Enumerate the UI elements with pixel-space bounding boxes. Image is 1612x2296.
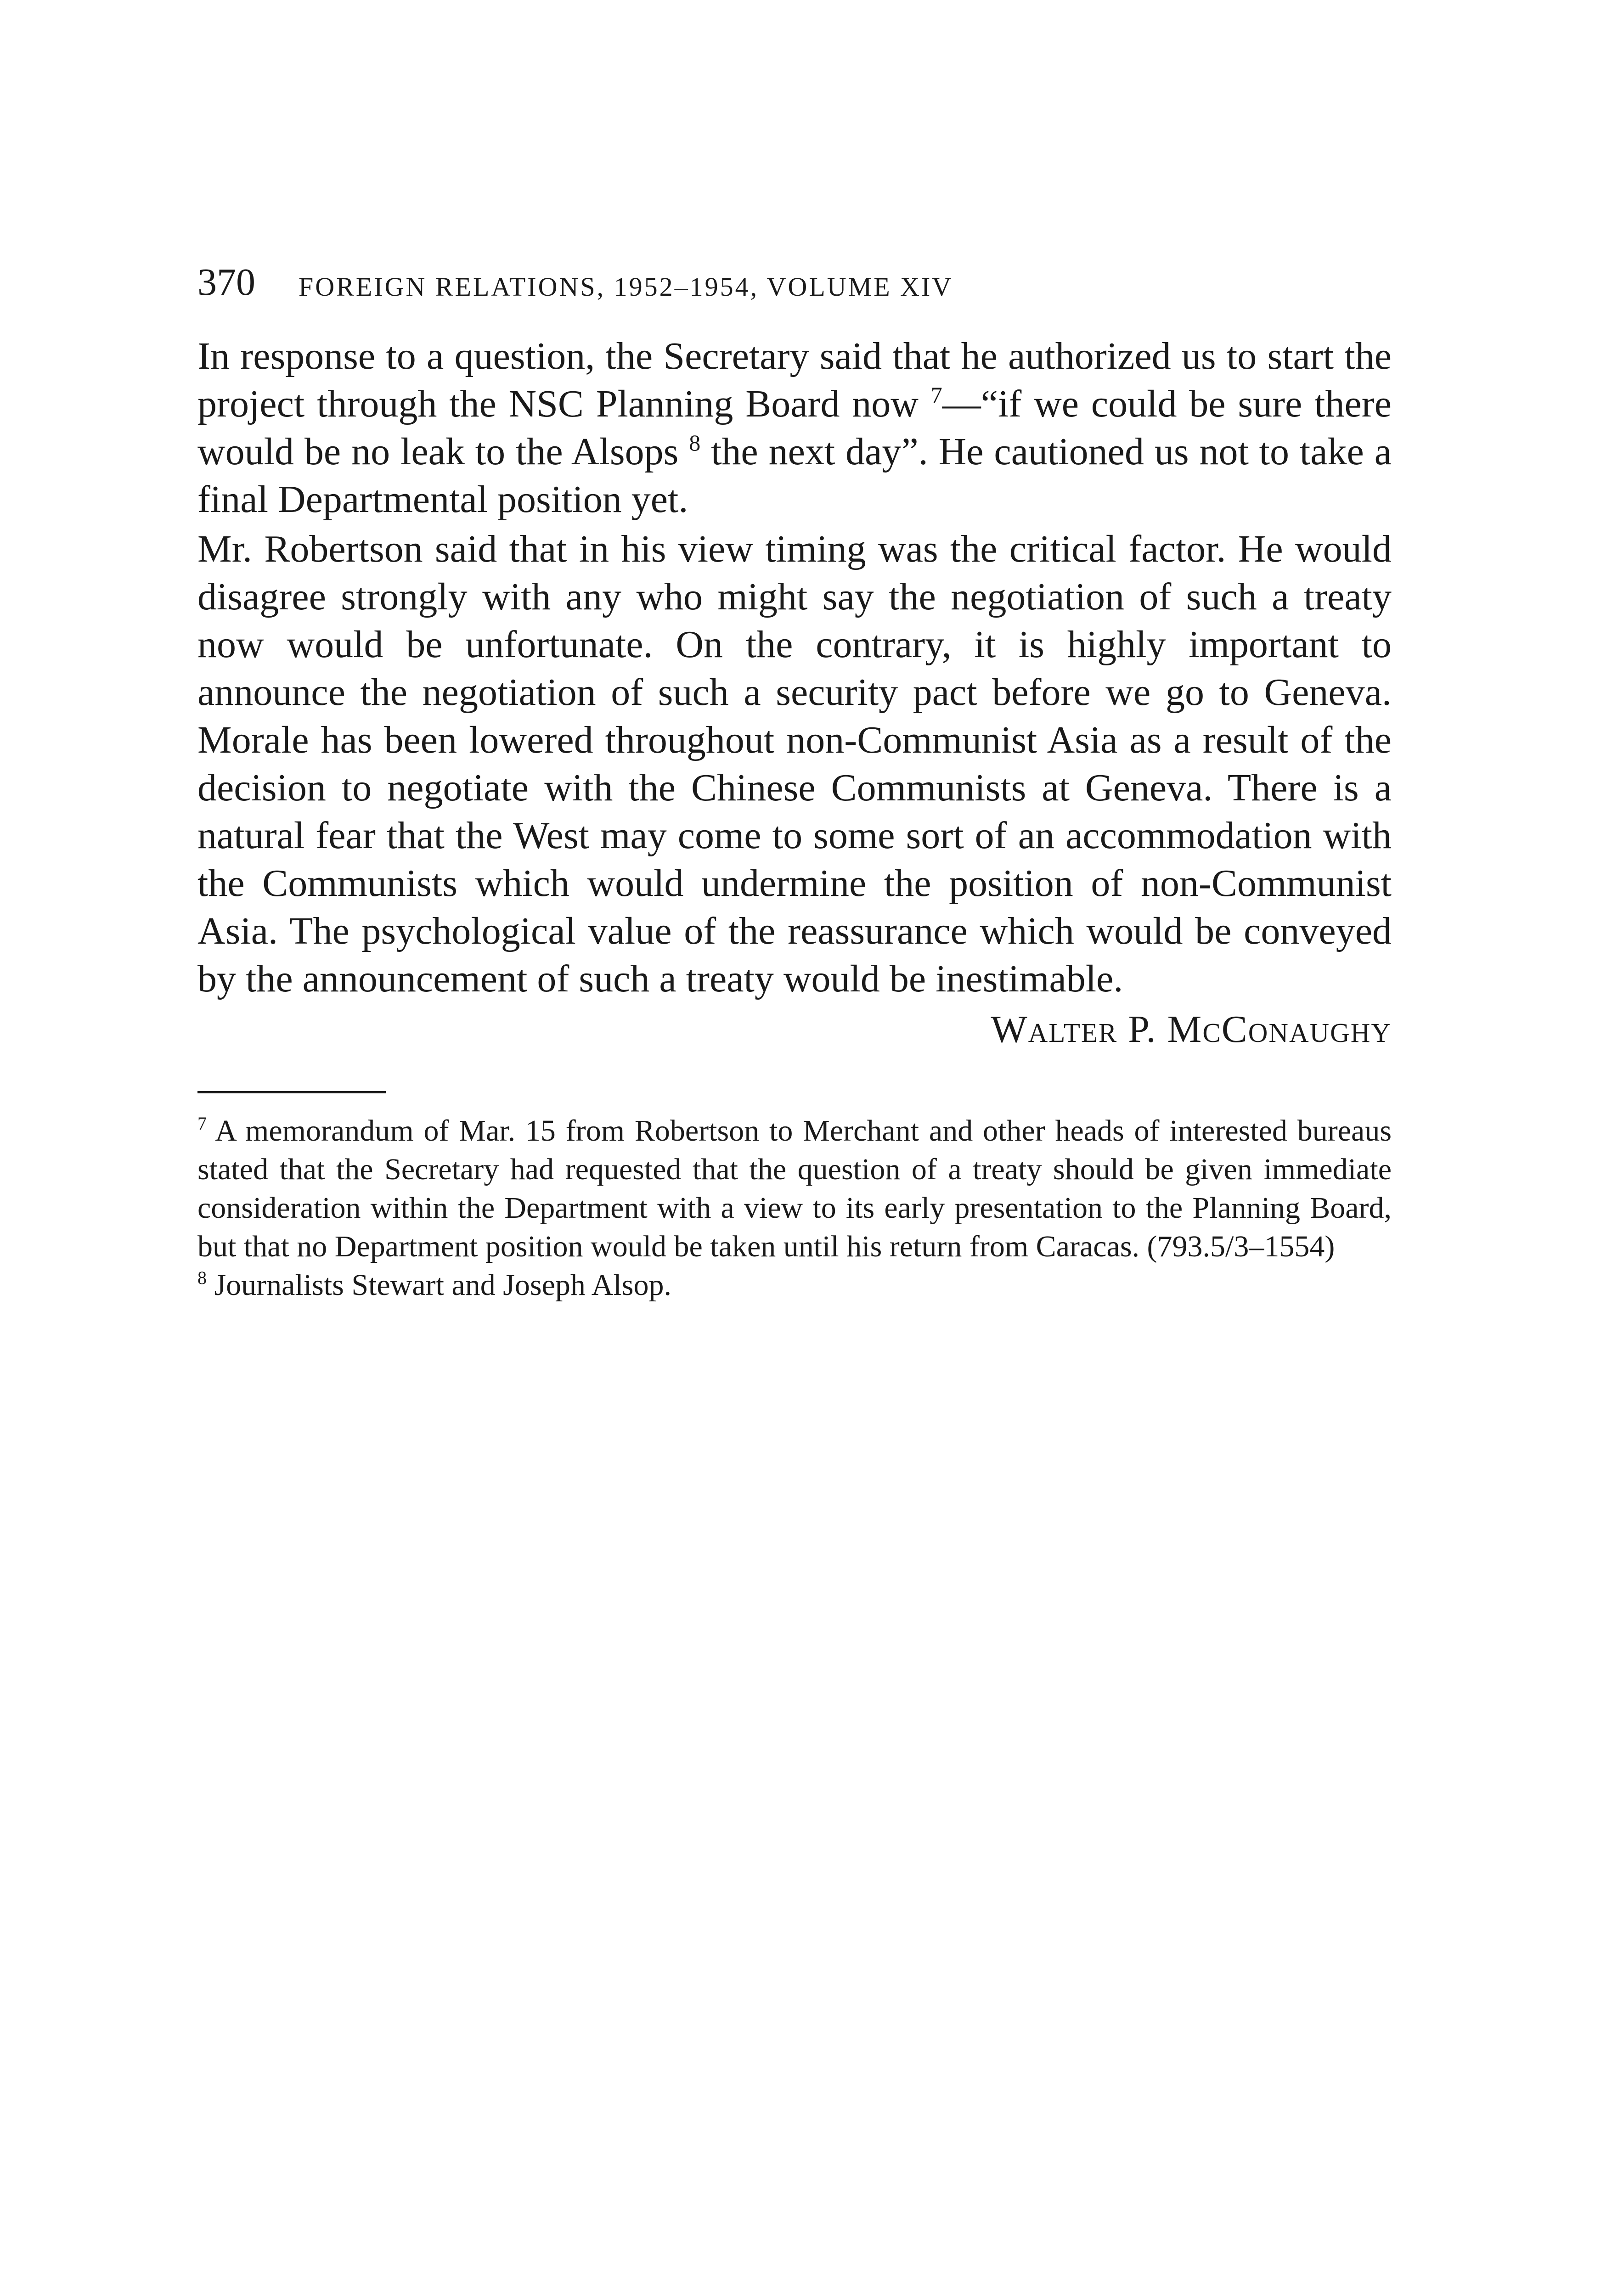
page-number: 370 [197,261,255,304]
footnote-8 [197,1266,1392,1305]
footnote-ref-7[interactable]: 7 [930,382,942,408]
paragraph-1: In response to a question, the Secretary said that he authorized us to start the project through the NSC Planning Board now $^7$—“if we could be sure there would be no leak to the Alsops $^8$ the next day”. He cautioned us not to take a final Departmental position yet. [197,335,1392,521]
running-head-title: FOREIGN RELATIONS, 1952–1954, VOLUME XIV [299,272,953,302]
footnote-marker-7: 7 [197,1113,207,1134]
running-head [197,257,1392,308]
document-page [197,257,1392,1305]
footnote-rule [197,1091,386,1093]
signature: Walter P. McConaughy [991,1008,1392,1051]
body-text [197,332,1392,1003]
paragraph-2: Mr. Robertson said that in his view timing was the critical factor. He would disagree strongly with any who might say the negotiation of such a treaty now would be unfortunate. On the contrary, it is highly important to announce the negotiation of such a security pact before we go to Geneva. Morale has been lowered throughout non-Communist Asia as a result of the decision to negotiate with the Chinese Communists at Geneva. There is a natural fear that the West may come to some sort of an accommodation with the Communists which would undermine the position of non-Communist Asia. The psychological value of the reassurance which would be conveyed by the announcement of such a treaty would be inestimable. [197,528,1392,1000]
footnote-7-text: A memorandum of Mar. 15 from Robertson to Merchant and other heads of interested bureaus stated that the Secretary had requested that the question of a treaty should be given immediate consideration within the Department with a view to its early presentation to the Planning Board, but that no Department position would be taken until his return from Caracas. (793.5/3–1554) [197,1114,1392,1263]
footnote-marker-8: 8 [197,1267,207,1288]
footnote-8-text: Journalists Stewart and Joseph Alsop. [214,1268,671,1302]
footnotes [197,1112,1392,1305]
footnote-7 [197,1112,1392,1266]
footnote-ref-8[interactable]: 8 [689,430,701,456]
